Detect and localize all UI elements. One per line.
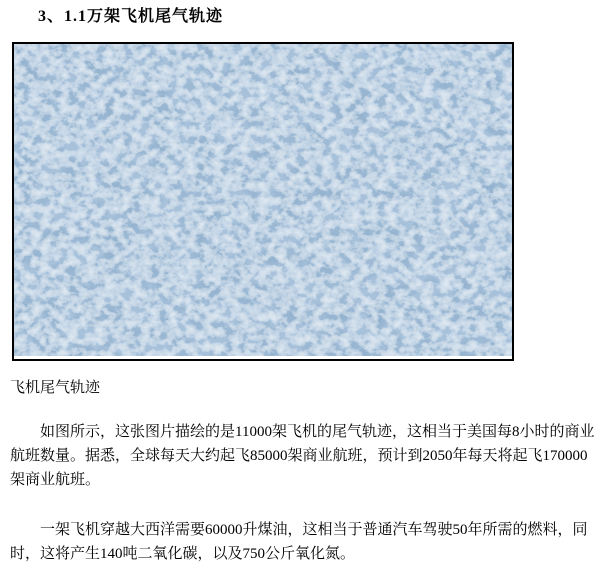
contrail-image bbox=[14, 44, 512, 356]
texture-streak-layer bbox=[14, 44, 512, 356]
contrail-figure bbox=[12, 42, 514, 361]
paragraph-fuel-emissions: 一架飞机穿越大西洋需要60000升煤油，这相当于普通汽车驾驶50年所需的燃料，同时，这将产生140吨二氧化碳，以及750公斤氧化氮。 bbox=[10, 522, 588, 562]
paragraph-flight-stats: 如图所示，这张图片描绘的是11000架飞机的尾气轨迹，这相当于美国每8小时的商业航班数量。据悉，全球每天大约起飞85000架商业航班，预计到2050年每天将起飞170000架商业航班。 bbox=[10, 424, 595, 488]
figure-caption: 飞机尾气轨迹 bbox=[10, 380, 101, 396]
section-heading: 3、1.1万架飞机尾气轨迹 bbox=[38, 8, 224, 25]
